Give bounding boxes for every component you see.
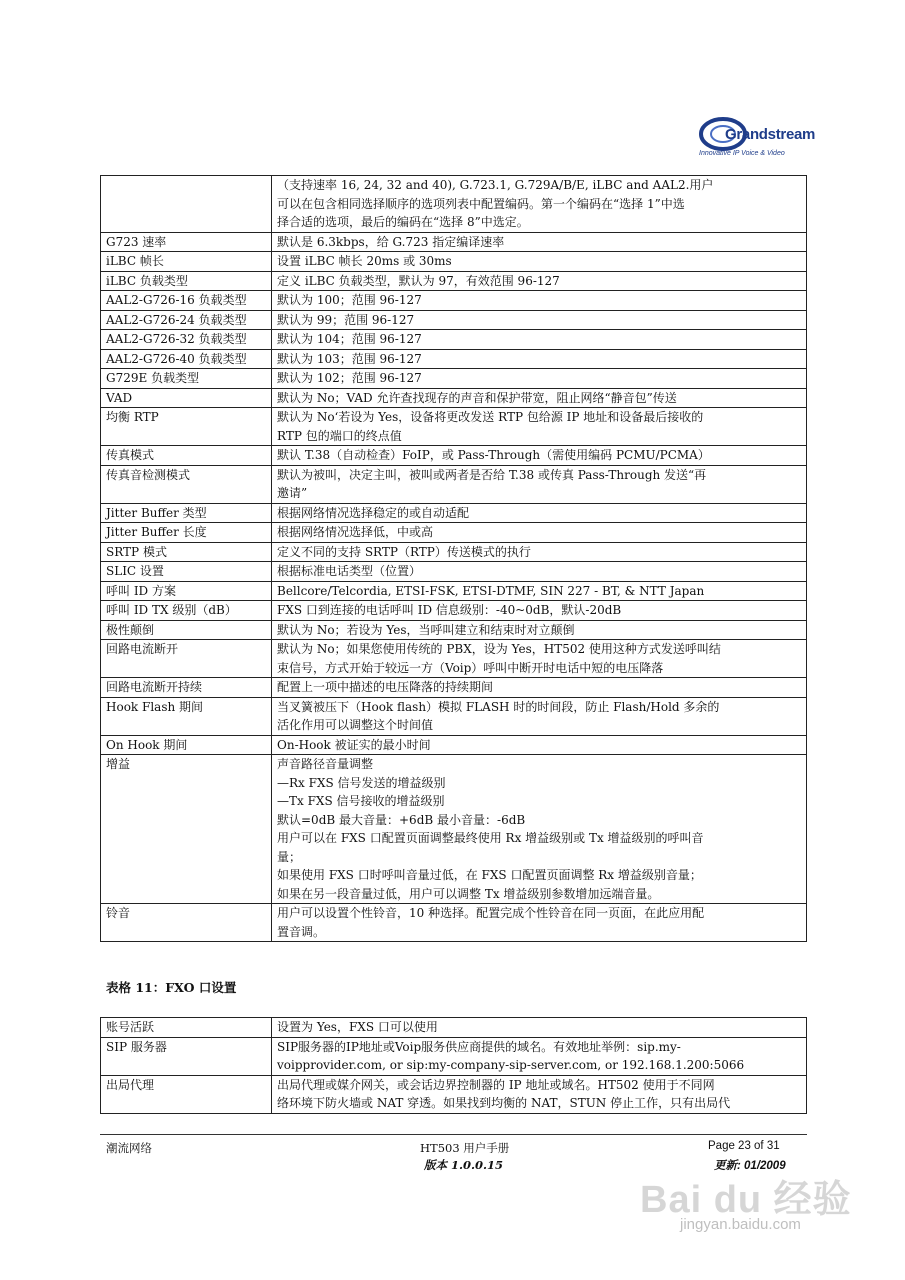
watermark-url: jingyan.baidu.com — [680, 1216, 801, 1233]
footer-manual-title: HT503 用户手册 — [420, 1141, 510, 1155]
table-row — [101, 349, 807, 369]
setting-name: Jitter Buffer 类型 — [101, 503, 272, 523]
table-row — [101, 904, 807, 942]
table-row — [101, 446, 807, 466]
description-line: 束信号，方式开始于较远一方（Voip）呼叫中断开时电话中短的电压降落 — [277, 660, 664, 675]
setting-description — [272, 446, 807, 466]
setting-name: iLBC 帧长 — [101, 252, 272, 272]
setting-name: On Hook 期间 — [101, 735, 272, 755]
setting-description — [272, 1075, 807, 1113]
setting-description — [272, 735, 807, 755]
description-line: 默认 T.38（自动检查）FoIP，或 Pass-Through（需使用编码 PCMU/PCMA） — [277, 448, 710, 462]
setting-description — [272, 640, 807, 678]
setting-description — [272, 523, 807, 543]
setting-name: 增益 — [101, 755, 272, 904]
setting-name: VAD — [101, 388, 272, 408]
logo-word: Grandstream — [725, 126, 816, 143]
logo-tagline: Innovative IP Voice & Video — [699, 150, 785, 157]
footer-page-number: Page 23 of 31 — [708, 1140, 780, 1152]
description-line: —Rx FXS 信号发送的增益级别 — [277, 775, 446, 790]
table-row — [101, 271, 807, 291]
setting-description — [272, 755, 807, 904]
table-caption: 表格 11：FXO 口设置 — [106, 980, 237, 995]
setting-name: SIP 服务器 — [101, 1037, 272, 1075]
description-line: 如果使用 FXS 口时呼叫音量过低，在 FXS 口配置页面调整 Rx 增益级别音量； — [277, 868, 702, 882]
table-row — [101, 252, 807, 272]
description-line: 默认是 6.3kbps，给 G.723 指定编译速率 — [277, 234, 505, 249]
table-row — [101, 310, 807, 330]
description-line: 定义不同的支持 SRTP（RTP）传送模式的执行 — [277, 544, 531, 559]
setting-name: AAL2-G726-24 负载类型 — [101, 310, 272, 330]
grandstream-logo — [697, 110, 816, 168]
description-line: 可以在包含相同选择顺序的选项列表中配置编码。第一个编码在“选择 1”中选 — [277, 196, 685, 211]
description-line: 置音调。 — [277, 924, 326, 939]
description-line: 根据网络情况选择低，中或高 — [277, 525, 434, 539]
setting-description — [272, 678, 807, 698]
description-line: 用户可以设置个性铃音，10 种选择。配置完成个性铃音在同一页面，在此应用配 — [277, 906, 705, 920]
description-line: 根据标准电话类型（位置） — [277, 564, 422, 578]
table-row — [101, 369, 807, 389]
setting-name: Hook Flash 期间 — [101, 697, 272, 735]
table-row — [101, 291, 807, 311]
description-line: 默认为 104；范围 96-127 — [277, 332, 422, 346]
setting-description — [272, 1037, 807, 1075]
description-line: 用户可以在 FXS 口配置页面调整最终使用 Rx 增益级别或 Tx 增益级别的呼叫音 — [277, 831, 704, 845]
description-line: voipprovider.com, or sip:my-company-sip-server.com, or 192.168.1.200:5066 — [277, 1058, 745, 1072]
setting-description — [272, 503, 807, 523]
description-line: 默认为 99；范围 96-127 — [277, 312, 415, 327]
setting-name: 回路电流断开持续 — [101, 678, 272, 698]
table-row — [101, 640, 807, 678]
setting-description — [272, 369, 807, 389]
table-row — [101, 542, 807, 562]
setting-description — [272, 562, 807, 582]
setting-description — [272, 542, 807, 562]
setting-name — [101, 176, 272, 233]
table-row — [101, 1018, 807, 1038]
table-row — [101, 620, 807, 640]
description-line: 配置上一项中描述的电压降落的持续期间 — [277, 680, 494, 694]
setting-description — [272, 310, 807, 330]
setting-name: 呼叫 ID TX 级别（dB） — [101, 601, 272, 621]
description-line: 设置 iLBC 帧长 20ms 或 30ms — [277, 254, 452, 268]
description-line: 当叉簧被压下（Hook flash）模拟 FLASH 时的时间段，防止 Flash/Hold 多余的 — [277, 699, 720, 714]
setting-name: 传真音检测模式 — [101, 465, 272, 503]
setting-name: 传真模式 — [101, 446, 272, 466]
setting-name: 呼叫 ID 方案 — [101, 581, 272, 601]
setting-name: 回路电流断开 — [101, 640, 272, 678]
description-line: 默认为 102；范围 96-127 — [277, 371, 422, 385]
description-line: （支持速率 16, 24, 32 and 40), G.723.1, G.729A/B/E, iLBC and AAL2.用户 — [277, 178, 714, 192]
table-row — [101, 697, 807, 735]
table-row — [101, 232, 807, 252]
setting-description — [272, 581, 807, 601]
setting-name: 均衡 RTP — [101, 408, 272, 446]
footer-divider — [100, 1134, 807, 1135]
watermark-brand: Bai du 经验 — [640, 1179, 852, 1221]
description-line: —Tx FXS 信号接收的增益级别 — [277, 794, 445, 808]
settings-table-fxs — [100, 175, 807, 942]
description-line: 默认为 103；范围 96-127 — [277, 351, 422, 366]
table-row — [101, 678, 807, 698]
setting-description — [272, 252, 807, 272]
setting-description — [272, 1018, 807, 1038]
description-line: 默认为 No；如果您使用传统的 PBX，设为 Yes，HT502 使用这种方式发送呼叫结 — [277, 642, 721, 656]
description-line: 默认为 No；若设为 Yes，当呼叫建立和结束时对立颠倒 — [277, 622, 575, 637]
setting-name: 极性颠倒 — [101, 620, 272, 640]
description-line: 如果在另一段音量过低，用户可以调整 Tx 增益级别参数增加远端音量。 — [277, 886, 660, 901]
setting-description — [272, 271, 807, 291]
setting-description — [272, 330, 807, 350]
table-row — [101, 176, 807, 233]
footer-company: 潮流网络 — [106, 1141, 152, 1155]
footer-updated: 更新: 01/2009 — [714, 1160, 786, 1172]
table-row — [101, 408, 807, 446]
description-line: 络环境下防火墙或 NAT 穿透。如果找到均衡的 NAT，STUN 停止工作，只有出局代 — [277, 1096, 731, 1110]
setting-description — [272, 601, 807, 621]
description-line: 默认为 No‘若设为 Yes，设备将更改发送 RTP 包给源 IP 地址和设备最后接收的 — [277, 410, 704, 424]
table-row — [101, 1075, 807, 1113]
description-line: 默认为 No；VAD 允许查找现存的声音和保护带宽，阻止网络“静音包”传送 — [277, 390, 677, 405]
setting-name: iLBC 负载类型 — [101, 271, 272, 291]
description-line: RTP 包的端口的终点值 — [277, 428, 402, 443]
description-line: 活化作用可以调整这个时间值 — [277, 718, 434, 732]
table-row — [101, 581, 807, 601]
setting-description — [272, 232, 807, 252]
table-row — [101, 330, 807, 350]
description-line: 量； — [277, 849, 302, 864]
setting-description — [272, 176, 807, 233]
setting-name: AAL2-G726-40 负载类型 — [101, 349, 272, 369]
description-line: 邀请” — [277, 486, 308, 500]
table-row — [101, 503, 807, 523]
setting-name: SLIC 设置 — [101, 562, 272, 582]
setting-description — [272, 349, 807, 369]
description-line: 默认为 100；范围 96-127 — [277, 293, 422, 307]
setting-description — [272, 291, 807, 311]
setting-name: 出局代理 — [101, 1075, 272, 1113]
setting-description — [272, 465, 807, 503]
description-line: 设置为 Yes，FXS 口可以使用 — [277, 1020, 438, 1034]
setting-name: 铃音 — [101, 904, 272, 942]
description-line: 定义 iLBC 负载类型，默认为 97，有效范围 96-127 — [277, 273, 560, 288]
description-line: 择合适的选项，最后的编码在“选择 8”中选定。 — [277, 215, 529, 229]
setting-description — [272, 388, 807, 408]
setting-name: AAL2-G726-32 负载类型 — [101, 330, 272, 350]
description-line: 默认为被叫，决定主叫，被叫或两者是否给 T.38 或传真 Pass-Through 发送“再 — [277, 467, 707, 482]
setting-description — [272, 408, 807, 446]
description-line: Bellcore/Telcordia, ETSI-FSK, ETSI-DTMF, SIN 227 - BT, & NTT Japan — [277, 583, 705, 598]
table-row — [101, 735, 807, 755]
setting-description — [272, 904, 807, 942]
table-row — [101, 388, 807, 408]
description-line: 出局代理或媒介网关，或会话边界控制器的 IP 地址或域名。HT502 使用于不同网 — [277, 1077, 715, 1092]
table-row — [101, 601, 807, 621]
setting-description — [272, 697, 807, 735]
table-row — [101, 523, 807, 543]
setting-name: G723 速率 — [101, 232, 272, 252]
table-row — [101, 1037, 807, 1075]
table-row — [101, 562, 807, 582]
description-line: 默认=0dB 最大音量：+6dB 最小音量：-6dB — [277, 812, 526, 827]
footer-version: 版本 1.0.0.15 — [424, 1158, 504, 1172]
table-row — [101, 465, 807, 503]
table-row — [101, 755, 807, 904]
description-line: 根据网络情况选择稳定的或自动适配 — [277, 505, 470, 520]
setting-name: Jitter Buffer 长度 — [101, 523, 272, 543]
description-line: 声音路径音量调整 — [277, 757, 374, 771]
description-line: FXS 口到连接的电话呼叫 ID 信息级别：-40~0dB，默认-20dB — [277, 603, 622, 617]
settings-table-fxo — [100, 1017, 807, 1114]
setting-name: AAL2-G726-16 负载类型 — [101, 291, 272, 311]
setting-name: SRTP 模式 — [101, 542, 272, 562]
description-line: On-Hook 被证实的最小时间 — [277, 737, 431, 752]
setting-name: 账号活跃 — [101, 1018, 272, 1038]
description-line: SIP服务器的IP地址或Voip服务供应商提供的域名。有效地址举例：sip.my- — [277, 1039, 681, 1054]
setting-description — [272, 620, 807, 640]
setting-name: G729E 负载类型 — [101, 369, 272, 389]
